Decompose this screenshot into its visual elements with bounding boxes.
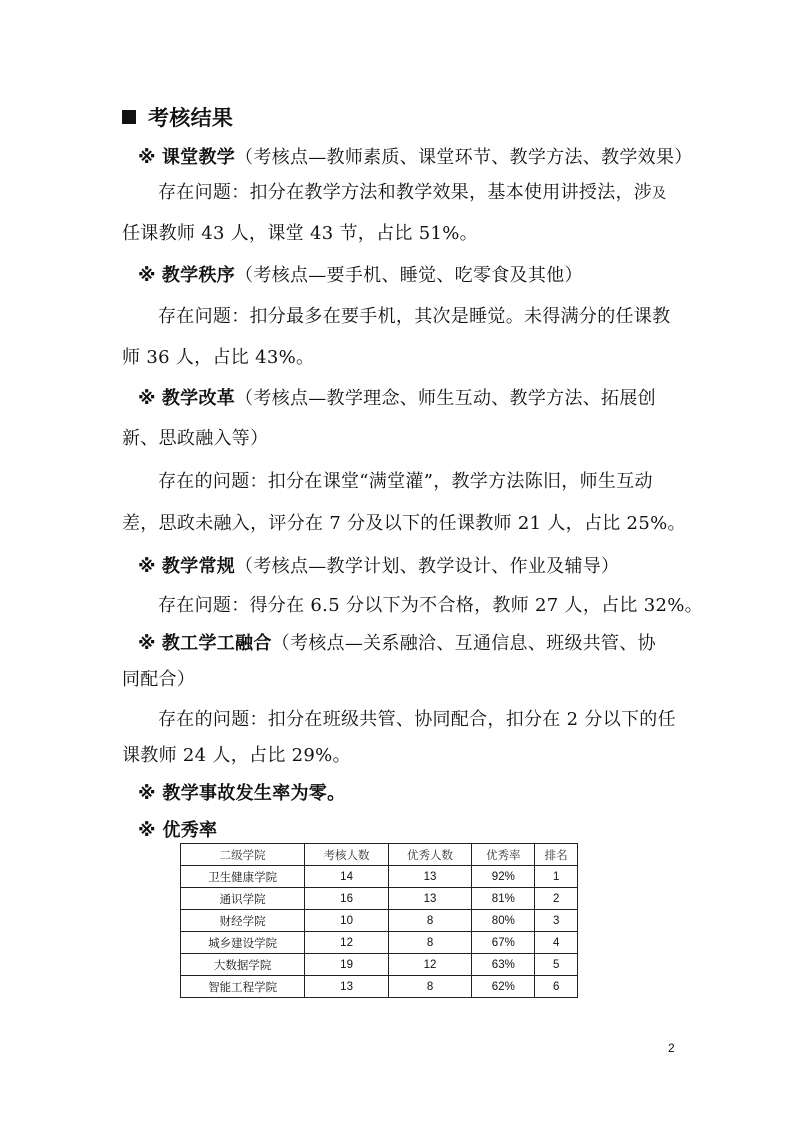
teaching-reform-problem-cont: 差，思政未融入，评分在 7 分及以下的任课教师 21 人，占比 25%。 (122, 513, 686, 534)
reference-mark-icon: ※ (138, 633, 156, 654)
teaching-routine-problem: 存在问题：得分在 6.5 分以下为不合格，教师 27 人，占比 32%。 (158, 595, 703, 616)
table-cell: 19 (305, 954, 388, 976)
table-cell: 67% (472, 932, 535, 954)
table-cell: 2 (535, 888, 578, 910)
excellence-title-line (138, 819, 217, 843)
table-row (181, 888, 578, 910)
table-row (181, 932, 578, 954)
table-cell: 63% (472, 954, 535, 976)
table-row (181, 866, 578, 888)
classroom-teaching-desc: （考核点—教师素质、课堂环节、教学方法、教学效果） (235, 147, 693, 168)
staff-integration-desc: （考核点—关系融洽、互通信息、班级共管、协 (271, 633, 656, 654)
table-row (181, 976, 578, 998)
teaching-reform-problem: 存在的问题：扣分在课堂“满堂灌”，教学方法陈旧，师生互动 (158, 471, 653, 492)
staff-integration-problem-cont: 课教师 24 人，占比 29%。 (122, 745, 351, 766)
table-cell: 智能工程学院 (181, 976, 305, 998)
table-cell: 财经学院 (181, 910, 305, 932)
classroom-teaching-title-line (138, 146, 693, 170)
table-header-row (181, 844, 578, 866)
teaching-order-problem: 存在问题：扣分最多在要手机，其次是睡觉。未得满分的任课教 (158, 306, 671, 327)
table-cell: 92% (472, 866, 535, 888)
table-cell: 12 (388, 954, 471, 976)
staff-integration-title-line (138, 632, 656, 656)
section-heading: 考核结果 (122, 106, 233, 130)
classroom-teaching-title: 课堂教学 (161, 147, 236, 168)
table-cell: 卫生健康学院 (181, 866, 305, 888)
table-cell: 8 (388, 932, 471, 954)
table-cell: 城乡建设学院 (181, 932, 305, 954)
table-cell: 1 (535, 866, 578, 888)
column-header: 优秀率 (472, 844, 535, 866)
reference-mark-icon: ※ (138, 388, 156, 409)
classroom-teaching-problem-cont: 任课教师 43 人，课堂 43 节，占比 51%。 (122, 223, 478, 244)
table-row (181, 954, 578, 976)
table-cell: 大数据学院 (181, 954, 305, 976)
table-cell: 16 (305, 888, 388, 910)
square-bullet-icon (122, 110, 136, 124)
excellence-table (180, 843, 578, 998)
teaching-order-title-line (138, 264, 583, 288)
teaching-reform-desc: （考核点—教学理念、师生互动、教学方法、拓展创 (235, 388, 656, 409)
table-cell: 6 (535, 976, 578, 998)
table-cell: 5 (535, 954, 578, 976)
table-cell: 4 (535, 932, 578, 954)
column-header: 二级学院 (181, 844, 305, 866)
reference-mark-icon: ※ (138, 783, 156, 804)
table-cell: 81% (472, 888, 535, 910)
table-cell: 3 (535, 910, 578, 932)
reference-mark-icon: ※ (138, 556, 156, 577)
staff-integration-desc-cont: 同配合） (122, 669, 196, 690)
staff-integration-title: 教工学工融合 (161, 633, 272, 654)
teaching-routine-desc: （考核点—教学计划、教学设计、作业及辅导） (235, 556, 620, 577)
table-row (181, 910, 578, 932)
table-cell: 62% (472, 976, 535, 998)
table-cell: 通识学院 (181, 888, 305, 910)
zero-accident-text: 教学事故发生率为零。 (162, 783, 346, 804)
column-header: 优秀人数 (388, 844, 471, 866)
reference-mark-icon: ※ (138, 820, 156, 841)
classroom-teaching-problem: 存在问题：扣分在教学方法和教学效果，基本使用讲授法，涉及 (158, 182, 667, 203)
table-cell: 13 (388, 866, 471, 888)
table-cell: 8 (388, 910, 471, 932)
column-header: 考核人数 (305, 844, 388, 866)
table-cell: 8 (388, 976, 471, 998)
page-number: 2 (668, 1041, 675, 1055)
teaching-order-problem-cont: 师 36 人，占比 43%。 (122, 347, 315, 368)
teaching-order-title: 教学秩序 (161, 265, 236, 286)
teaching-reform-title: 教学改革 (161, 388, 236, 409)
reference-mark-icon: ※ (138, 265, 156, 286)
teaching-order-desc: （考核点—要手机、睡觉、吃零食及其他） (235, 265, 583, 286)
column-header: 排名 (535, 844, 578, 866)
teaching-routine-title: 教学常规 (161, 556, 236, 577)
table-cell: 14 (305, 866, 388, 888)
teaching-routine-title-line (138, 555, 619, 579)
table-cell: 12 (305, 932, 388, 954)
table-cell: 13 (305, 976, 388, 998)
excellence-title: 优秀率 (162, 820, 218, 841)
teaching-reform-title-line (138, 387, 656, 411)
staff-integration-problem: 存在的问题：扣分在班级共管、协同配合，扣分在 2 分以下的任 (158, 709, 676, 730)
teaching-reform-desc-cont: 新、思政融入等） (122, 428, 269, 449)
zero-accident-line (138, 782, 345, 806)
table-cell: 80% (472, 910, 535, 932)
table-cell: 10 (305, 910, 388, 932)
table-cell: 13 (388, 888, 471, 910)
reference-mark-icon: ※ (138, 147, 156, 168)
